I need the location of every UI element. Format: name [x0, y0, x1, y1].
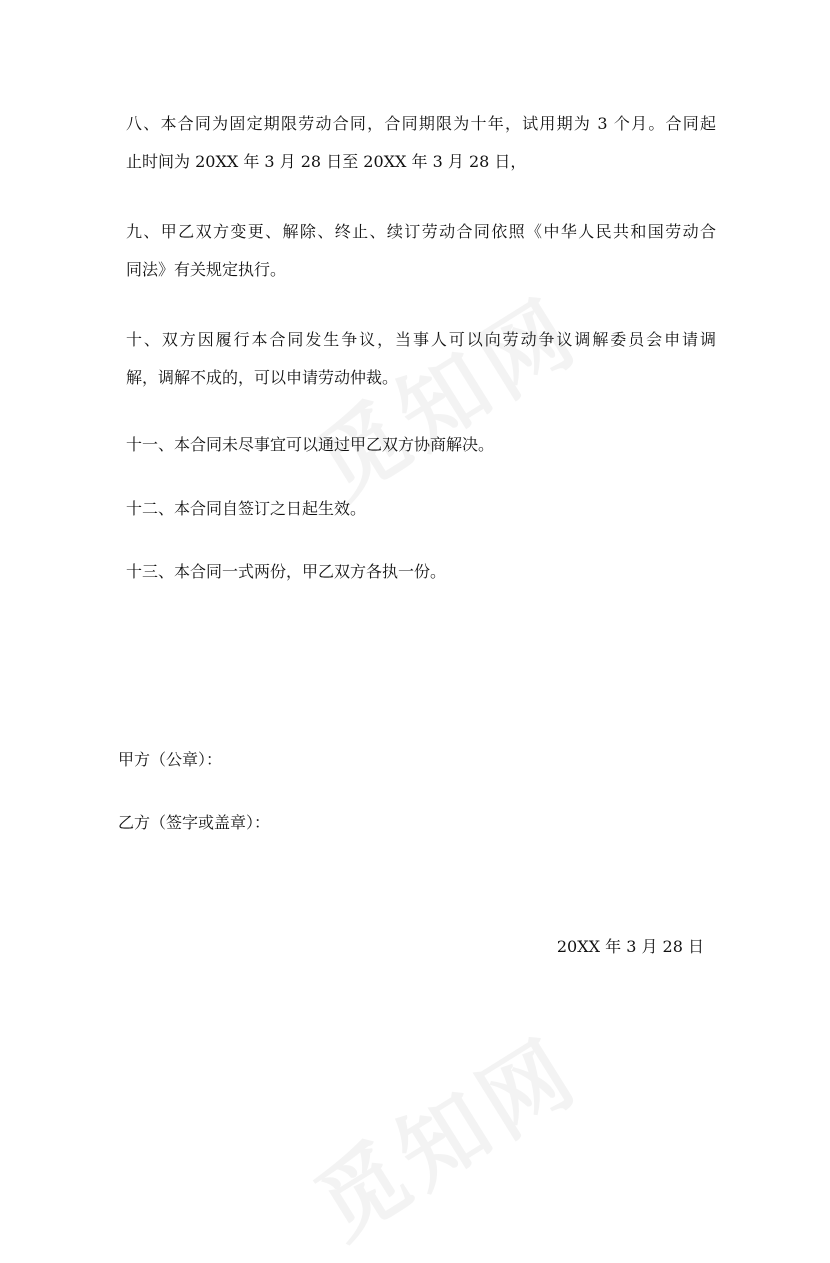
clause-8	[126, 105, 716, 181]
clause-9	[126, 213, 716, 289]
clause-line: 十、双方因履行本合同发生争议，当事人可以向劳动争议调解委员会申请调	[126, 330, 716, 349]
party-b-signature-label: 乙方（签字或盖章）：	[118, 813, 271, 832]
signing-date: 20XX 年 3 月 28 日	[556, 937, 704, 956]
party-a-signature-label: 甲方（公章）：	[118, 750, 223, 769]
clause-13	[126, 553, 716, 591]
clause-line: 十一、本合同未尽事宜可以通过甲乙双方协商解决。	[126, 435, 495, 454]
clause-line: 九、甲乙双方变更、解除、终止、续订劳动合同依照《中华人民共和国劳动合	[126, 222, 716, 241]
clause-11	[126, 426, 716, 464]
clause-10	[126, 321, 716, 397]
clause-line: 止时间为 20XX 年 3 月 28 日至 20XX 年 3 月 28 日，	[126, 152, 527, 171]
clause-line: 同法》有关规定执行。	[126, 260, 287, 279]
watermark	[288, 1003, 599, 1262]
clause-line: 十三、本合同一式两份，甲乙双方各执一份。	[126, 562, 447, 581]
clause-line: 十二、本合同自签订之日起生效。	[126, 499, 367, 518]
clause-line: 八、本合同为固定期限劳动合同，合同期限为十年，试用期为 3 个月。合同起	[126, 114, 716, 133]
clause-line: 解，调解不成的，可以申请劳动仲裁。	[126, 368, 399, 387]
clause-12	[126, 490, 716, 528]
